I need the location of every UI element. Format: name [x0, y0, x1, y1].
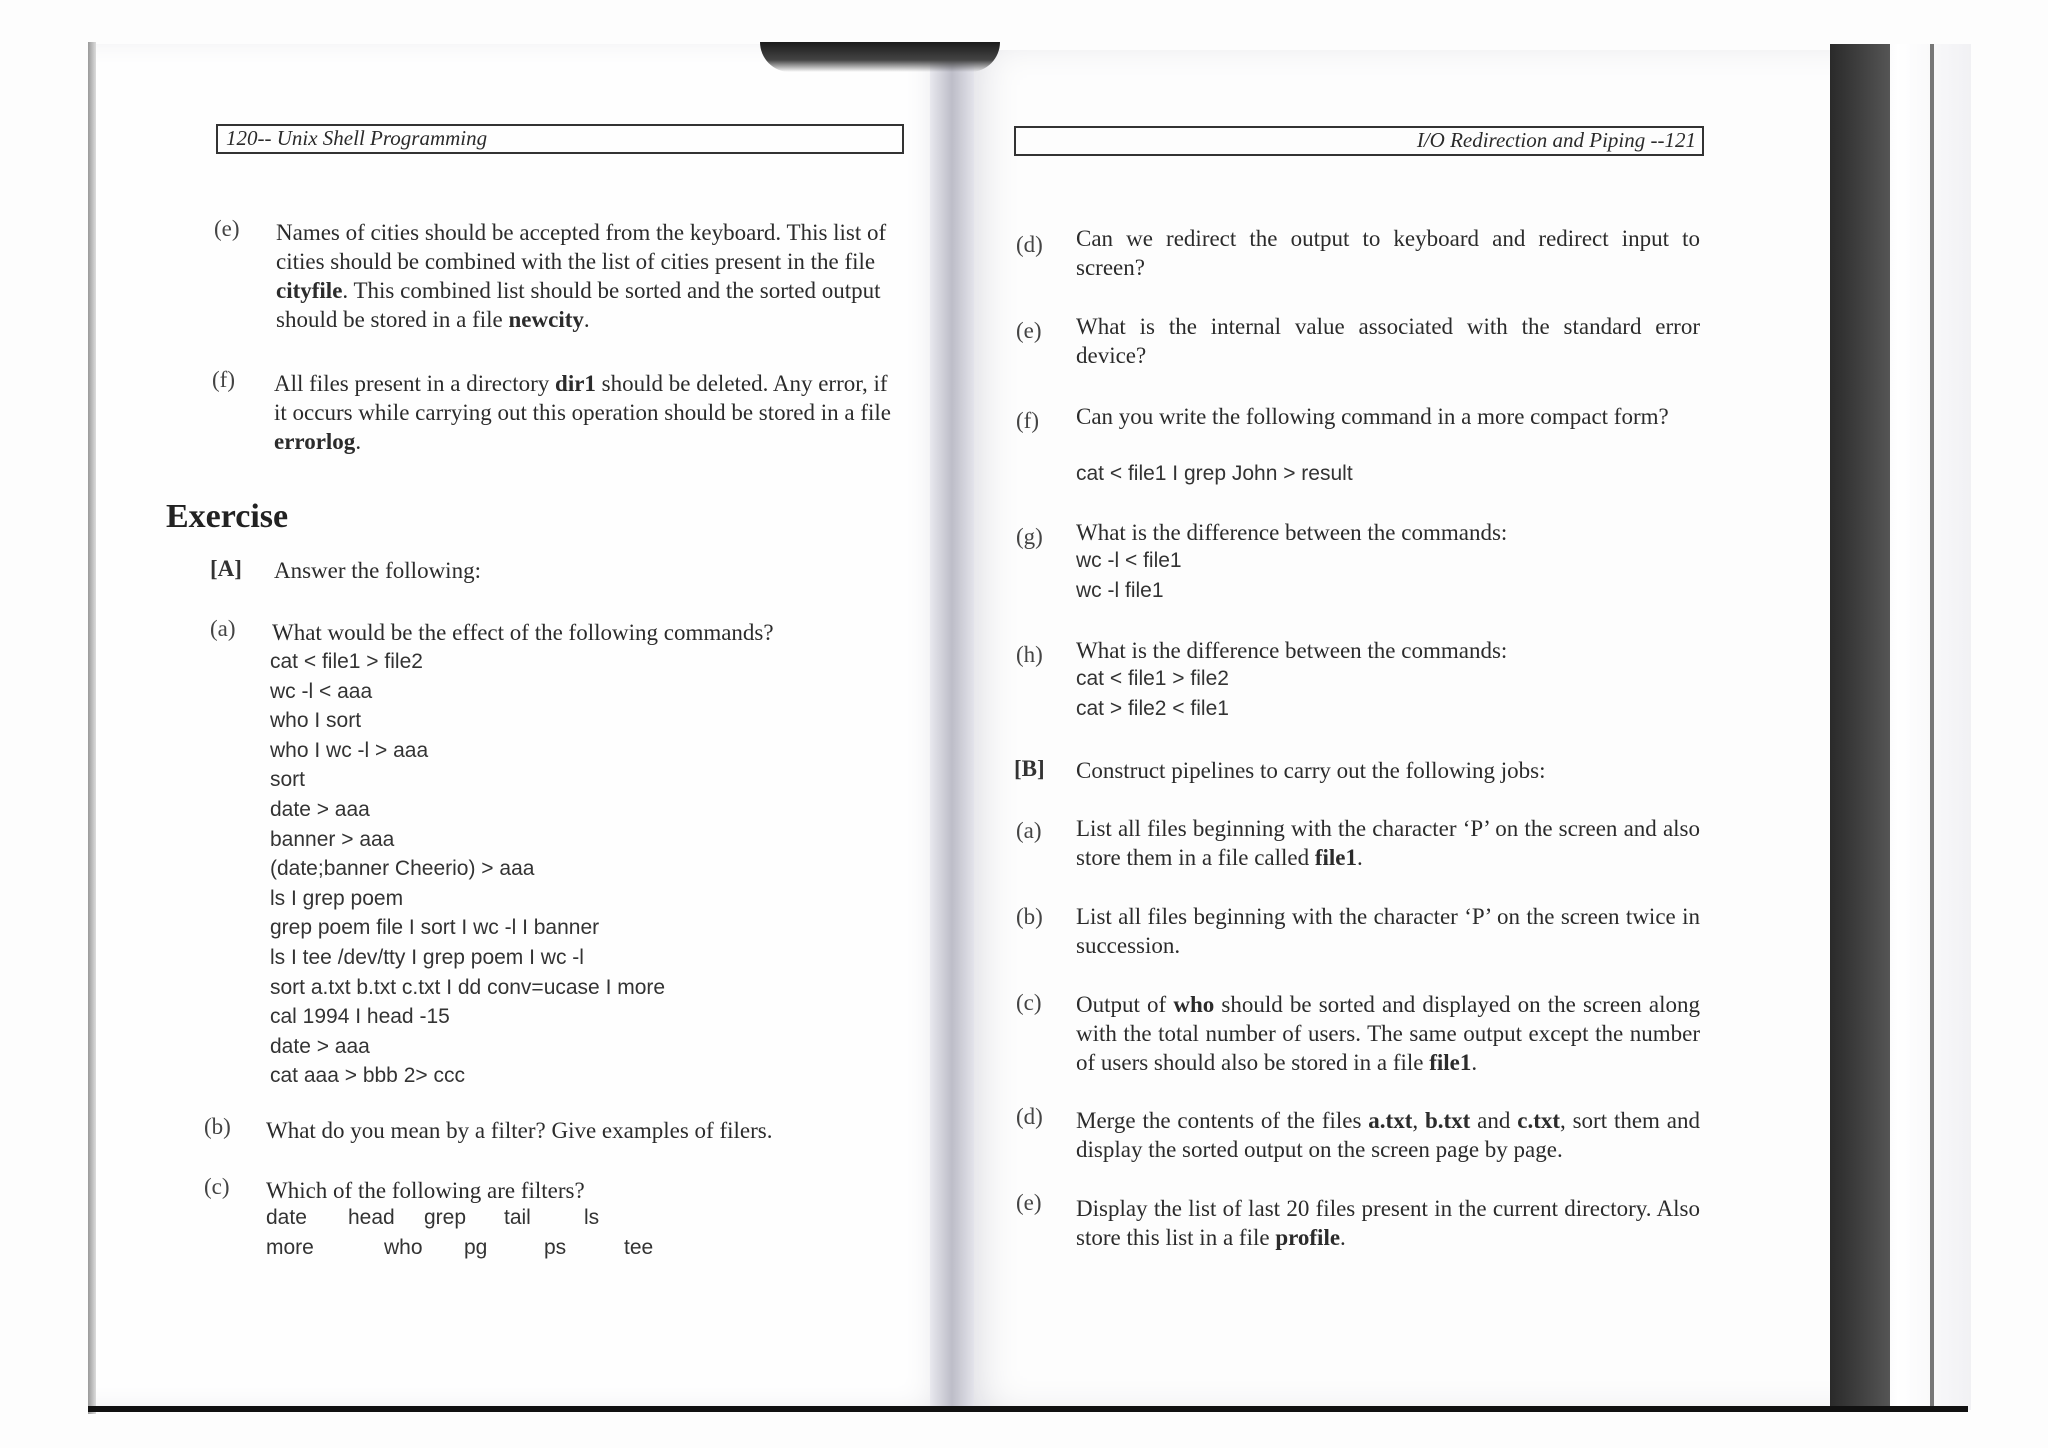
right-running-header [1014, 126, 1704, 156]
q-h-label: (h) [1016, 642, 1043, 667]
exercise-heading: Exercise [166, 498, 289, 535]
command-line: ls I grep poem [270, 886, 404, 910]
q-d-text: Can we redirect the output to keyboard and redirect input to screen? [1076, 226, 1700, 280]
command-line: cat < file1 > file2 [270, 650, 423, 673]
command-line: cat < file1 > file2 [1076, 667, 1229, 690]
command-line: who I sort [270, 709, 362, 733]
q-h-text: What is the difference between the commands: [1076, 638, 1508, 663]
command-line: ls I tee /dev/tty I grep poem I wc -l [270, 945, 584, 969]
part-b-text: Construct pipelines to carry out the following jobs: [1076, 758, 1546, 783]
command-line: wc -l file1 [1076, 578, 1164, 602]
command-line: banner > aaa [270, 827, 395, 851]
book-gutter [930, 52, 974, 1406]
command-line: cat > file2 < file1 [1076, 696, 1229, 720]
q-a-command-list [270, 647, 665, 1091]
command-line: date > aaa [270, 797, 370, 821]
book-right-shadow [1830, 44, 1890, 1412]
b-d-label: (d) [1016, 1104, 1043, 1129]
command-line: date > aaa [270, 1034, 370, 1058]
q-a-label: (a) [210, 616, 236, 641]
q-g-text: What is the difference between the commands: [1076, 520, 1508, 545]
item-f-text: All files present in a directory dir1 should be deleted. Any error, if it occurs while carrying out this operation should be stored in a file errorlog. [274, 371, 892, 454]
b-a-text: List all files beginning with the character ‘P’ on the screen and also store them in a file called file1. [1076, 816, 1700, 870]
book-left-edge [88, 42, 96, 1414]
command-line: grep poem file I sort I wc -l I banner [270, 916, 600, 940]
command-line: cal 1994 I head -15 [270, 1005, 450, 1029]
part-a-text: Answer the following: [274, 558, 481, 583]
command-line: wc -l < file1 [1076, 549, 1182, 572]
command-line: sort [270, 768, 306, 792]
left-running-header [216, 124, 904, 154]
q-e-label: (e) [1016, 318, 1042, 343]
q-e-text: What is the internal value associated with the standard error device? [1076, 314, 1700, 368]
q-a-text: What would be the effect of the following commands? [272, 620, 774, 645]
q-g-label: (g) [1016, 524, 1043, 549]
binding-shadow [760, 42, 1000, 72]
b-d-text: Merge the contents of the files a.txt, b.txt and c.txt, sort them and display the sorted output on the screen page by page. [1076, 1108, 1700, 1162]
q-f-label: (f) [1016, 408, 1039, 433]
q-b-text: What do you mean by a filter? Give examples of filers. [266, 1118, 773, 1143]
b-b-label: (b) [1016, 904, 1043, 929]
item-e-text: Names of cities should be accepted from the keyboard. This list of cities should be combined with the list of cities present in the file cityfile. This combined list should be sorted and the sorted output should be stored in a file newcity. [276, 220, 887, 332]
page-stack-line [1930, 44, 1934, 1410]
scan-bottom-border [88, 1406, 1968, 1412]
command-line: wc -l < aaa [270, 679, 373, 703]
q-f-text: Can you write the following command in a more compact form? [1076, 404, 1669, 429]
item-e-label: (e) [214, 216, 240, 241]
q-b-label: (b) [204, 1114, 231, 1139]
b-c-label: (c) [1016, 990, 1042, 1015]
item-f-label: (f) [212, 367, 235, 392]
q-c-text: Which of the following are filters? [266, 1178, 585, 1203]
b-a-label: (a) [1016, 818, 1042, 843]
b-b-text: List all files beginning with the character ‘P’ on the screen twice in succession. [1076, 904, 1700, 958]
part-a-label: [A] [210, 556, 242, 581]
q-c-label: (c) [204, 1174, 230, 1199]
command-line: cat aaa > bbb 2> ccc [270, 1064, 465, 1088]
b-e-label: (e) [1016, 1190, 1042, 1215]
q-h-commands [1076, 664, 1229, 723]
q-d-label: (d) [1016, 232, 1043, 257]
right-header-text: I/O Redirection and Piping --121 [1416, 128, 1696, 152]
command-line: (date;banner Cheerio) > aaa [270, 857, 535, 881]
b-e-text: Display the list of last 20 files present in the current directory. Also store this list in a file profile. [1076, 1196, 1700, 1250]
command-line: sort a.txt b.txt c.txt I dd conv=ucase I more [270, 975, 666, 999]
left-header-text: 120-- Unix Shell Programming [226, 126, 488, 150]
q-g-commands [1076, 546, 1182, 605]
command-line: who I wc -l > aaa [270, 738, 429, 762]
b-c-text: Output of who should be sorted and displayed on the screen along with the total number of users. The same output except the number of users should also be stored in a file file1. [1076, 992, 1700, 1075]
part-b-label: [B] [1014, 756, 1045, 781]
q-f-command: cat < file1 I grep John > result [1076, 462, 1353, 485]
